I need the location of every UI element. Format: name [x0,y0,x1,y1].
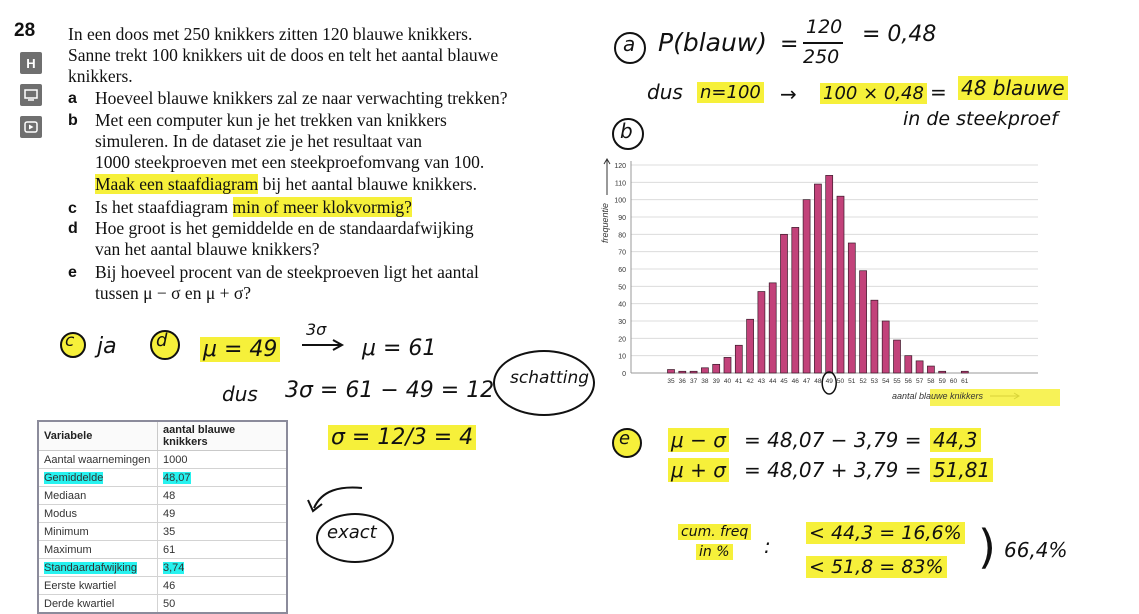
table-cell-variable [38,595,158,614]
table-cell-variable [38,469,158,487]
chart-bars [668,175,969,373]
table-cell-text: Gemiddelde [44,471,104,484]
bar [668,370,675,373]
x-tick-label: 41 [735,378,743,385]
table-cell-value [158,487,288,505]
table-cell-value [158,523,288,541]
table-cell-text: 49 [163,507,176,520]
question-b-line-4-rest: bij het aantal blauwe knikkers. [258,174,477,194]
x-tick-label: 50 [836,378,845,385]
note-a-dus: dus [647,80,683,104]
table-header-value: aantal blauwe knikkers [158,421,288,451]
note-d-calc: 3σ = 61 − 49 = 12 [285,378,495,403]
table-row [38,487,287,505]
x-tick-label: 51 [848,378,856,385]
note-a-n: n=100 [697,82,764,103]
question-c-label: c [68,200,77,217]
table-cell-value [158,595,288,614]
note-a-circle-label: a [623,32,636,56]
note-d-schatting: schatting [510,368,590,388]
y-tick-label: 50 [618,284,626,292]
y-tick-label: 30 [618,319,626,326]
note-d-mu: μ = 49 [200,337,280,362]
note-e-line2-left: μ + σ [668,458,729,482]
bar [713,364,720,373]
table-cell-variable [38,505,158,523]
table-cell-value [158,505,288,523]
question-b-highlight: Maak een staafdiagram [95,174,259,194]
note-d-3sigma: 3σ [306,320,327,339]
note-d-mu61: μ = 61 [362,336,437,361]
table-cell-text: 46 [163,579,176,592]
y-tick-label: 60 [618,267,626,274]
table-row [38,559,287,577]
question-d-line-1: Hoe groot is het gemiddelde en de standaardafwijking [95,218,474,238]
table-cell-variable [38,559,158,577]
note-a-denominator: 250 [803,46,840,68]
x-tick-label: 46 [791,378,799,385]
bar [848,243,855,373]
question-e-line-2: tussen μ − σ en μ + σ? [95,283,252,303]
x-tick-label: 35 [667,378,675,385]
video-icon [24,121,38,133]
table-cell-text: 1000 [163,453,188,466]
h-button[interactable] [20,52,42,74]
note-cum-row-1: < 44,3 = 16,6% [806,522,965,544]
x-tick-label: 42 [746,378,754,385]
table-cell-variable [38,577,158,595]
table-cell-value [158,559,288,577]
bar [679,371,686,373]
question-e-label: e [68,264,77,281]
x-tick-label: 47 [802,378,811,385]
y-axis-ticks [614,163,626,378]
x-tick-label: 48 [814,378,822,385]
note-d-circle-label: d [156,330,168,351]
x-tick-label: 58 [927,378,935,385]
y-tick-label: 40 [618,301,626,309]
x-tick-label: 57 [915,378,924,385]
x-tick-label: 38 [701,378,709,385]
table-cell-value [158,577,288,595]
x-tick-label: 55 [893,378,901,385]
y-tick-label: 90 [618,215,626,222]
screen-icon [24,89,38,101]
table-cell-value [158,541,288,559]
x-tick-label: 40 [723,378,732,385]
note-e-line1-left: μ − σ [668,428,729,452]
note-d-sigma: σ = 12/3 = 4 [328,425,476,450]
note-a-fraction-bar [803,42,843,44]
table-cell-text: Mediaan [44,489,87,502]
question-e-line-1: Bij hoeveel procent van de steekproeven ligt het aantal [95,262,479,282]
table-cell-text: 48,07 [163,471,191,484]
table-row [38,469,287,487]
y-axis-label: frequentie [600,202,610,244]
y-tick-label: 10 [618,353,626,361]
question-b-line-2: simuleren. In de dataset zie je het resultaat van [95,131,423,151]
x-tick-label: 59 [938,378,946,385]
table-cell-text: Eerste kwartiel [44,579,117,592]
table-cell-text: 35 [163,525,176,538]
x-tick-label: 37 [689,378,698,385]
table-row [38,595,287,614]
table-cell-text: Aantal waarnemingen [44,453,151,466]
table-cell-text: Maximum [44,543,92,556]
table-cell-text: 61 [163,543,176,556]
note-cum-paren: ) [978,520,996,574]
table-row [38,541,287,559]
note-a-formula: P(blauw) [658,28,768,57]
note-a-result: = 0,48 [862,22,937,47]
note-a-answer-2: in de steekproef [903,108,1058,130]
note-d-dus: dus [222,382,258,406]
x-tick-label: 56 [904,378,912,385]
note-d-exact: exact [327,522,377,543]
note-e-line1-right: 44,3 [930,428,981,452]
bar [871,300,878,373]
table-row [38,505,287,523]
intro-line-3: knikkers. [68,66,133,86]
note-cum-colon: : [764,534,771,558]
x-axis-label: aantal blauwe knikkers [891,391,983,401]
note-cum-label-1: cum. freq [678,524,751,540]
table-cell-value [158,469,288,487]
question-b-label: b [68,112,78,129]
intro-line-2: Sanne trekt 100 knikkers uit de doos en telt het aantal blauwe [68,45,499,65]
bar [792,227,799,373]
table-header-variable: Variabele [38,421,158,451]
x-tick-label: 49 [825,378,833,385]
x-tick-label: 36 [678,378,686,385]
note-a-eq2: = [930,80,947,104]
question-d-line-2: van het aantal blauwe knikkers? [95,239,320,259]
table-cell-text: 3,74 [163,561,185,574]
x-tick-label: 39 [712,378,720,385]
note-cum-result: 66,4% [1004,538,1068,562]
question-c-highlight: min of meer klokvormig? [232,197,412,217]
x-tick-label: 43 [757,378,766,385]
table-row [38,451,287,469]
table-cell-text: Standaardafwijking [44,561,137,574]
bar [860,271,867,373]
note-e-line2-right: 51,81 [930,458,993,482]
table-cell-variable [38,487,158,505]
bar [927,366,934,373]
note-a-eq: = [780,32,799,57]
question-c-plain: Is het staafdiagram [95,197,233,217]
table-cell-variable [38,523,158,541]
bar [735,345,742,373]
note-c-answer: ja [97,334,117,359]
question-b-line-1: Met een computer kun je het trekken van knikkers [95,110,447,130]
y-tick-label: 110 [614,180,626,188]
x-tick-label: 60 [949,378,958,385]
bar [894,340,901,373]
note-e-circle-label: e [619,428,631,449]
table-row [38,523,287,541]
y-tick-label: 0 [622,371,626,378]
table-cell-variable [38,541,158,559]
note-cum-label-2: in % [696,544,733,560]
y-tick-label: 120 [614,163,626,170]
question-d-label: d [68,220,78,237]
bar [826,175,833,373]
bar [803,200,810,373]
note-a-arrow: → [780,82,797,106]
bar [837,196,844,373]
bar [961,371,968,373]
bar [701,368,708,373]
screen-button[interactable] [20,84,42,106]
note-e-line1-mid: = 48,07 − 3,79 = [744,428,922,452]
question-a-label: a [68,90,77,107]
note-cum-row-2: < 51,8 = 83% [806,556,947,578]
note-a-answer [958,76,1068,100]
table-row [38,577,287,595]
table-cell-text: 48 [163,489,176,502]
question-b-line-4 [95,174,477,195]
table-cell-text: Modus [44,507,78,520]
table-cell-text: 50 [163,597,176,610]
note-e-line2-mid: = 48,07 + 3,79 = [744,458,922,482]
bar [905,356,912,373]
note-c-circle-label: c [65,331,75,351]
note-b-circle-label: b [620,119,633,143]
bar [882,321,889,373]
exercise-number: 28 [14,20,36,41]
y-tick-label: 100 [614,197,626,205]
intro-line-1: In een doos met 250 knikkers zitten 120 blauwe knikkers. [68,24,473,44]
note-a-numerator: 120 [806,16,843,38]
bar [769,283,776,373]
note-d-arrow [300,338,346,352]
question-c-text [95,197,412,218]
y-tick-label: 80 [618,232,626,240]
x-tick-label: 54 [882,378,890,385]
bar [690,371,697,373]
x-tick-label: 52 [859,378,867,385]
note-a-calc: 100 × 0,48 [820,83,927,104]
table-cell-text: Derde kwartiel [44,597,115,610]
table-cell-value [158,451,288,469]
bar [758,292,765,373]
question-b-line-3: 1000 steekproeven met een steekproefomvang van 100. [95,152,485,172]
table-header-row [38,421,287,451]
x-tick-label: 61 [961,378,969,385]
x-tick-label: 44 [769,378,777,385]
frequency-bar-chart [598,155,1068,410]
y-tick-label: 20 [618,336,626,344]
question-a-text: Hoeveel blauwe knikkers zal ze naar verwachting trekken? [95,88,508,108]
bar [814,184,821,373]
x-tick-label: 53 [870,378,879,385]
x-tick-label: 45 [780,378,788,385]
bar [939,371,946,373]
table-cell-variable [38,451,158,469]
table-cell-text: Minimum [44,525,89,538]
note-a-answer-48: 48 blauwe [958,76,1068,100]
bar [781,234,788,373]
statistics-table [37,420,288,614]
bar [724,357,731,373]
h-button-label: H [26,55,36,71]
video-button[interactable] [20,116,42,138]
bar [747,319,754,373]
bar [916,361,923,373]
y-tick-label: 70 [618,249,626,257]
